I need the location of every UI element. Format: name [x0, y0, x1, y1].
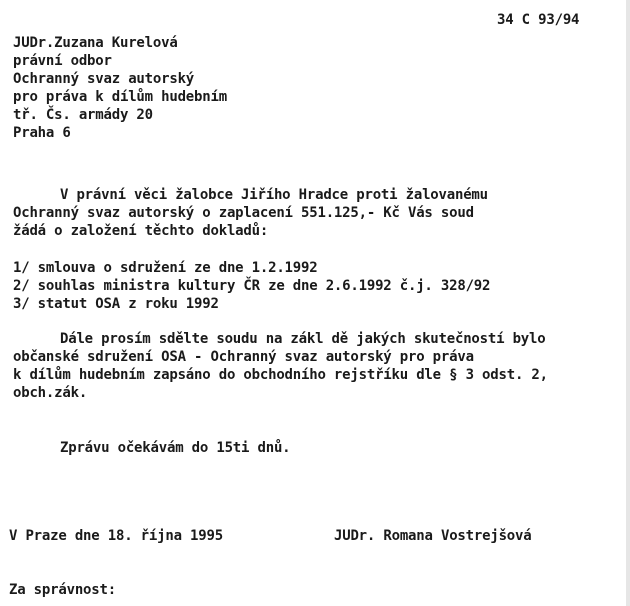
body-line: V právní věci žalobce Jiřího Hradce proti žalovanému: [60, 187, 488, 203]
body-line: Dále prosím sdělte soudu na zákl dě jakých skutečností bylo: [60, 331, 546, 347]
list-item: 1/ smlouva o sdružení ze dne 1.2.1992: [13, 260, 318, 276]
addressee-line: pro práva k dílům hudebním: [13, 89, 227, 105]
scan-edge: [626, 0, 630, 606]
addressee-line: Praha 6: [13, 125, 71, 141]
body-line: k dílům hudebním zapsáno do obchodního rejstříku dle § 3 odst. 2,: [13, 367, 548, 383]
addressee-line: JUDr.Zuzana Kurelová: [13, 35, 178, 51]
certification-label: Za správnost:: [9, 582, 116, 598]
body-line: obch.zák.: [13, 385, 88, 401]
list-item: 2/ souhlas ministra kultury ČR ze dne 2.6.1992 č.j. 328/92: [13, 278, 491, 294]
addressee-line: Ochranný svaz autorský: [13, 71, 195, 87]
body-line: občanské sdružení OSA - Ochranný svaz autorský pro práva: [13, 349, 474, 365]
body-paragraph-3: Zprávu očekávám do 15ti dnů.: [60, 440, 291, 456]
signatory-name: JUDr. Romana Vostrejšová: [334, 528, 532, 544]
body-line: žádá o založení těchto dokladů:: [13, 223, 269, 239]
case-number: 34 C 93/94: [497, 12, 580, 28]
place-date: V Praze dne 18. října 1995: [9, 528, 223, 544]
body-line: Ochranný svaz autorský o zaplacení 551.125,- Kč Vás soud: [13, 205, 474, 221]
addressee-line: tř. Čs. armády 20: [13, 107, 153, 123]
list-item: 3/ statut OSA z roku 1992: [13, 296, 219, 312]
addressee-line: právní odbor: [13, 53, 112, 69]
